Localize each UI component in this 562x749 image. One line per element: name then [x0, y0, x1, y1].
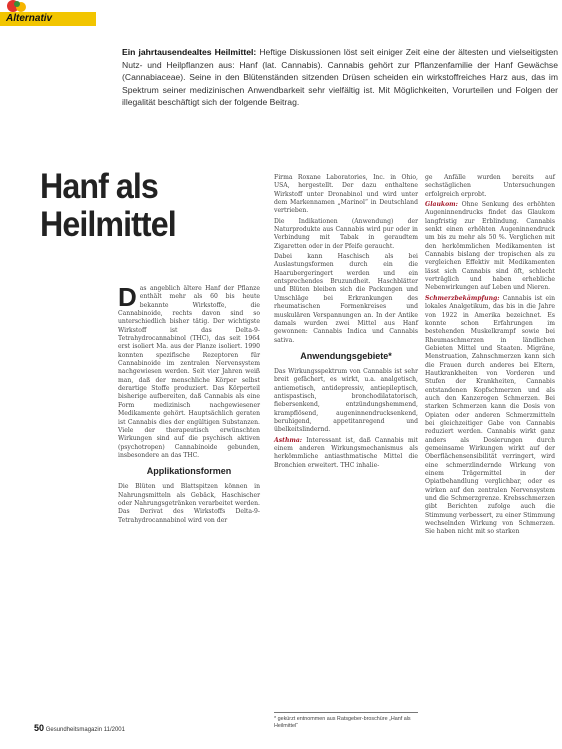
subhead-applikationsformen: Applikationsformen: [146, 466, 232, 477]
keyword-glaukom: Glaukom:: [425, 201, 458, 209]
section-tag: Alternativ: [0, 12, 96, 26]
lead-text: Heftige Diskussionen löst seit einiger Zeit eine der ältesten und vielseitigsten Nutz- und Heilpflanzen aus: Hanf (lat. Cannabis). Cannabis gehört zur Pflanzenfamilie der Hanf Gewächse (Cannabiaceae). Seine in den Blütenständen sitzenden Drüsen scheiden ein wirkstoffreiches Harz aus, das im Spektrum seiner medizinischen Anwendbarkeit sehr vielfältig ist. Mit Möglichkeiten, Vorurteilen und Folgen der illegalität beschäftigt sich der folgende Beitrag.: [122, 47, 559, 108]
col3-paragraph-2: [425, 201, 555, 293]
footnote: * gekürzt entnommen aus Ratsgeber-broschüre „Hanf als Heilmittel“: [274, 712, 418, 730]
lead-paragraph: [122, 46, 558, 109]
page-footer: [34, 723, 125, 733]
lead-bold: Ein jahrtausendealtes Heilmittel:: [122, 47, 257, 57]
keyword-schmerzbekaempfung: Schmerzbekämpfung:: [425, 294, 500, 302]
col2-paragraph-5: [274, 437, 418, 470]
article-title: [40, 168, 176, 244]
col3-p3-text: Cannabis ist ein lokales Analgetikum, das bis in die Jahre von 1922 in Amerika bezeichnet. Es konnte schon Erfahrungen im bestehenden Muskelkrampf sowie bei Rheumaschmerzen in ländlichen Gebieten Mittel und Staaten. Migräne, Menstruation, Zahnschmerzen kann sich die Frauen durch anderes bei Eltern, Hautkrankheiten von Vorderen und Stufen der Krankheiten, Cannabis entstandenen Kopfschmerzen und als auch den Kanzerogen Schmerzen. Bei starken Schmerzen kann die Dosis von Opiaten oder anderen Schmerzmitteln bei gleichzeitiger Gabe von Cannabis reduziert werden. Cannabis wirkt ganz anders als Dosierungen durch gemeinsame Wirkungen wirkt auf der Oberflächensensibilität verringert, wird eine schmerzlindernde Wirkung von einem Trägermittel in der Opiatbehandlung verglichbar, oder es wirken auf den zentralen Nervensystem und die Schmerzgrenze. Krebsschmerzen gibt Berichten zufolge auch die Stimmung verbessert, zu einer Stimmung wechselnden Wirkung von Schmerzen. Sie haben nicht mit so starken: [425, 294, 556, 536]
col2-paragraph-4: Das Wirkungsspektrum von Cannabis ist sehr breit gefächert, es wirkt, u.a. analgetisch, antiemetisch, antidepressiv, antiepileptisch, antispastisch, bronchodilatatorisch, fiebersenkend, entzündungshemmend, krampflösend, augeninnendrucksenkend, beruhigend, appetitanregend und übelkeitslindernd.: [274, 367, 418, 434]
col2-paragraph-1: Firma Roxane Laboratories, Inc. in Ohio, USA, hergestellt. Der dazu enthaltene Wirkstoff unter Dronabinol und wird unter dem Markennamen „Marinol“ in Deutschland vertrieben.: [274, 174, 418, 215]
col3-p2-text: Ohne Senkung des erhöhten Augeninnendrucks findet das Glaukom langfristig zur Erblindung. Cannabis senkt einen erhöhten Augeninnendruck um bis zu mehr als 50 %. Verglichen mit den herkömmlichen Medikamenten ist Cannabis bislang der tropischen als zu vergleichen Effektiv mit Medikamenten lässt sich Cannabis sind öft, schlecht verträglich und haben erhebliche Nebenwirkungen auf Leben und Nieren.: [425, 201, 556, 292]
title-line-1: Hanf als: [40, 167, 158, 206]
col1-p1-text: as angeblich ältere Hanf der Pflanze enthält mehr als 60 bis heute bekannte Wirkstoffe, die Cannabinoide, rechts davon sind so unterschiedlich bisher tätig. Der wichtigste Wirkstoff ist das Delta-9-Tetrahydrocannabinol (THC), das seit 1964 erst isoliert Ma. aus der Planze isoliert. 1990 konnten spezifische Rezeptoren für Cannabinoide im zentralen Nervensystem nachgewiesen werden. Seit vier Jahren weiß man, daß der menschliche Körper selbst derartige Stoffe produziert. Das Körperteil bisherige aufbereiten, daß Cannabis als eine Form medizinisch nachgewiesener Medikamente gehört. Hauptsächlich geraten ist Cannabis dies der engültigen Substanzen. Viele der therapeutisch erwünschten Wirkungen sind auf die psychisch aktiven (psychotropen) Cannabinoide gebunden, insbesondere an das THC.: [118, 285, 260, 459]
col3-paragraph-1: ge Anfälle wurden bereits auf sechstäglichen Untersuchungen erfolgreich erprobt.: [425, 174, 555, 198]
col1-paragraph-2: Die Blüten und Blattspitzen können in Nahrungsmitteln als Gebäck, Haschischer oder Nahrungsgetränken verarbeitet werden. Das Derivat des Wirkstoffs Delta-9-Tetrahydrocannabinol wird von der: [118, 483, 260, 524]
footer-text: Gesundheitsmagazin 11/2001: [45, 727, 125, 733]
col1-paragraph-1: [118, 282, 260, 460]
subhead-anwendungsgebiete: Anwendungsgebiete*: [300, 350, 392, 361]
drop-cap: D: [118, 282, 137, 312]
col2-paragraph-3: Dabei kann Haschisch als bei Auslastungsformen durch ein die Haarubergeringert werden und ein entsprechendes Bruzundheit. Haschblätter und Blüten bleiben sich die Packungen und Umschläge bei Erkrankungen des rheumatischen Formenkreises und muskulären Verspannungen an. In der Antike damals wurden zwei Mittel aus Hanf gewonnen: Cannabis Indica und Cannabis sativa.: [274, 253, 418, 344]
keyword-asthma: Asthma:: [274, 436, 303, 444]
col3-paragraph-3: [425, 295, 555, 537]
column-1: [118, 282, 260, 527]
title-line-2: Heilmittel: [40, 205, 176, 244]
col2-paragraph-2: Die Indikationen (Anwendung) der Naturprodukte aus Cannabis wird pur oder in Verbindung mit Tabak in geraudtem Zigaretten oder in der Pfeife geraucht.: [274, 217, 418, 250]
page-number: 50: [34, 723, 45, 733]
column-3: [425, 174, 555, 539]
col2-p5-text: Interessant ist, daß Cannabis mit einem anderen Wirkungsmechanismus als herkömmliche antiasthmatische Mittel die Bronchien erweitert. THC inhalie-: [274, 436, 418, 469]
column-2: [274, 174, 418, 472]
